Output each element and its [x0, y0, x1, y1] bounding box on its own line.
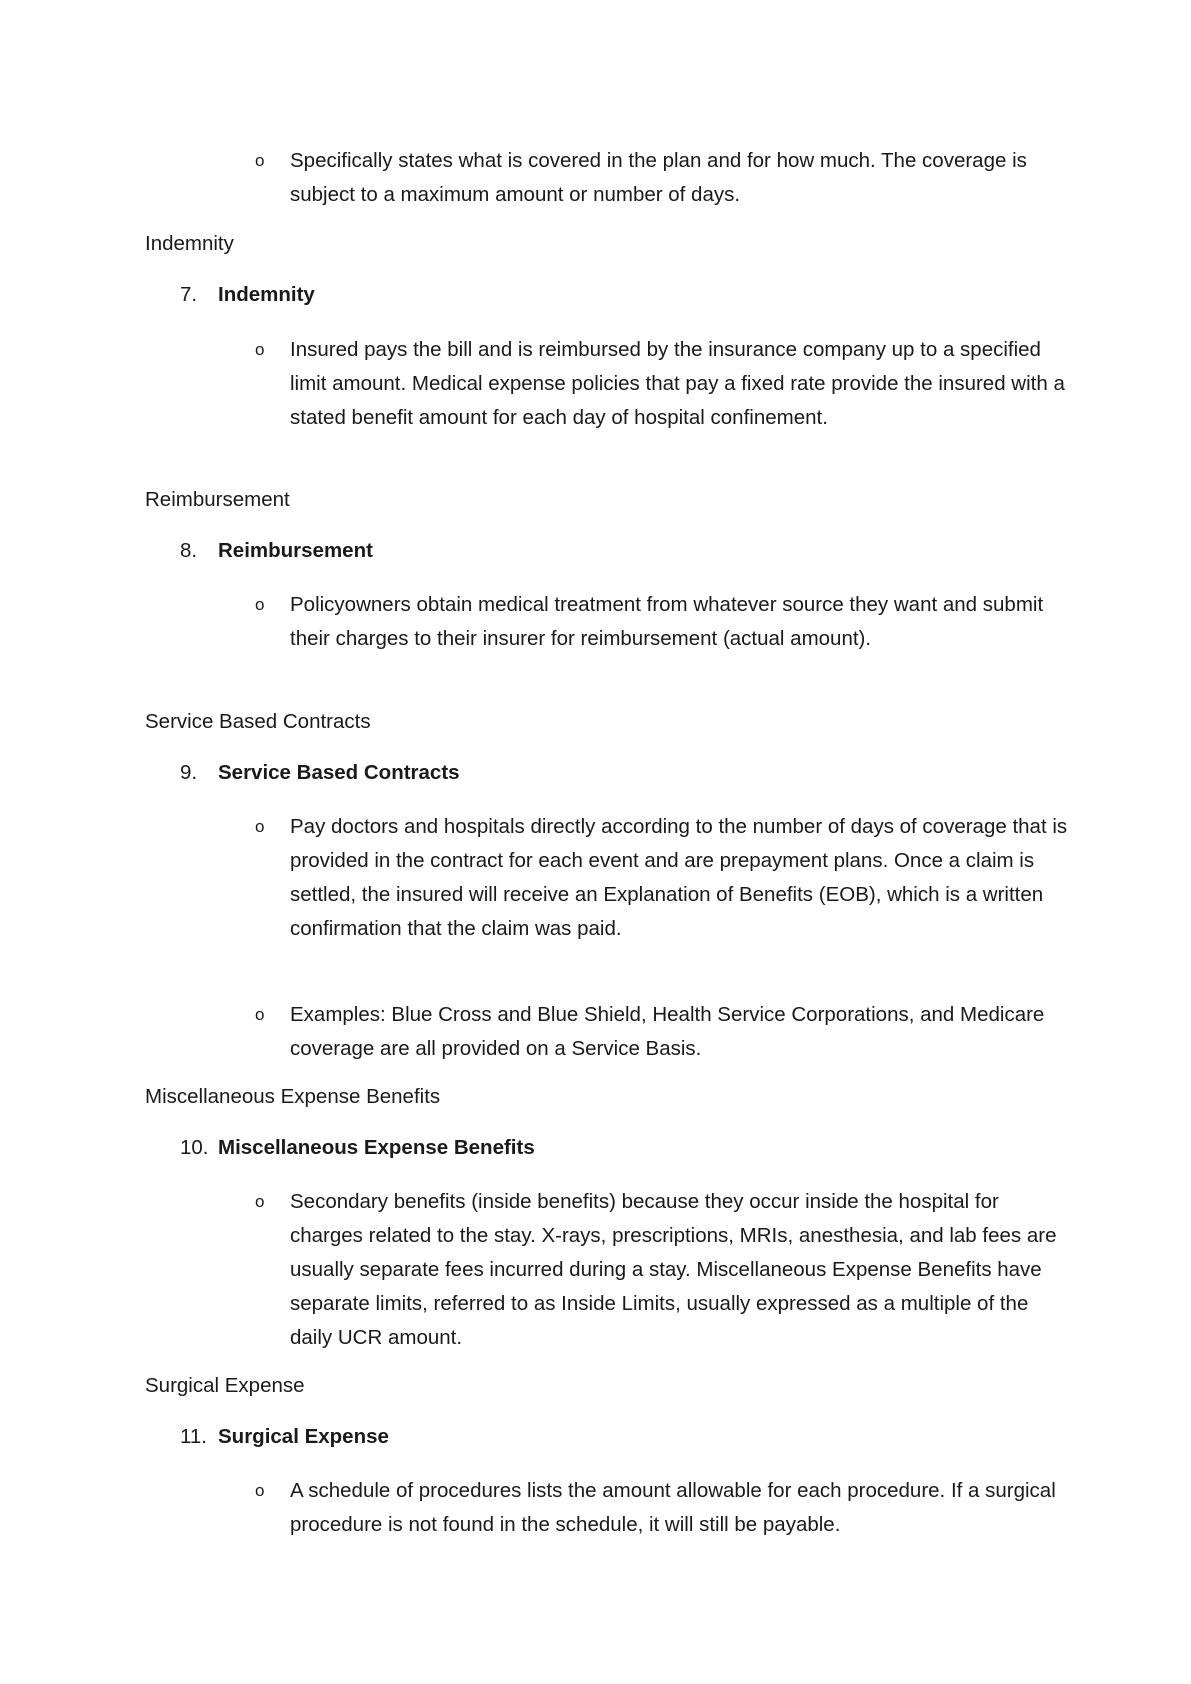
section-heading: Indemnity: [145, 232, 234, 255]
item-number: 8.: [180, 539, 198, 562]
bullet-text: Pay doctors and hospitals directly according to the number of days of coverage that is provided in the contract for each event and are prepayment plans. Once a claim is settled, the insured will receive an Explanation of Benefits (EOB), which is a written confirmation that the claim was paid.: [290, 815, 1068, 940]
bullet-marker: o: [255, 817, 265, 836]
item-number: 9.: [180, 761, 198, 784]
item-number: 10.: [180, 1136, 209, 1159]
bullet-item: [255, 810, 1068, 980]
section-heading: Miscellaneous Expense Benefits: [145, 1085, 441, 1108]
bullet-item: [255, 998, 1055, 1066]
item-number: 11.: [180, 1425, 207, 1448]
bullet-text: Policyowners obtain medical treatment from whatever source they want and submit their charges to their insurer for reimbursement (actual amount).: [290, 593, 1044, 650]
bullet-item: [255, 588, 1055, 690]
bullet-marker: o: [255, 1192, 265, 1211]
bullet-item: [255, 1474, 1055, 1542]
section-heading: Surgical Expense: [145, 1374, 305, 1397]
item-number: 7.: [180, 283, 198, 306]
numbered-item: [180, 756, 460, 790]
bullet-item: [255, 333, 1065, 469]
item-title: Miscellaneous Expense Benefits: [218, 1136, 535, 1159]
bullet-text: Secondary benefits (inside benefits) because they occur inside the hospital for charges related to the stay. X-rays, prescriptions, MRIs, anesthesia, and lab fees are usually separate fees incurred during a stay. Miscellaneous Expense Benefits have separate limits, referred to as Inside Limits, usually expressed as a multiple of the daily UCR amount.: [290, 1190, 1057, 1349]
item-title: Indemnity: [218, 283, 315, 306]
numbered-item: [180, 1420, 389, 1454]
numbered-item: [180, 534, 373, 568]
bullet-marker: o: [255, 595, 265, 614]
item-title: Surgical Expense: [218, 1425, 389, 1448]
item-title: Service Based Contracts: [218, 761, 460, 784]
section-heading: Reimbursement: [145, 488, 290, 511]
bullet-marker: o: [255, 1005, 265, 1024]
bullet-text: Specifically states what is covered in the plan and for how much. The coverage is subject to a maximum amount or number of days.: [290, 149, 1027, 206]
bullet-text: Examples: Blue Cross and Blue Shield, Health Service Corporations, and Medicare coverage are all provided on a Service Basis.: [290, 1003, 1045, 1060]
bullet-item: [255, 144, 1055, 212]
item-title: Reimbursement: [218, 539, 373, 562]
bullet-marker: o: [255, 151, 265, 170]
numbered-item: [180, 278, 315, 312]
bullet-text: A schedule of procedures lists the amount allowable for each procedure. If a surgical procedure is not found in the schedule, it will still be payable.: [290, 1479, 1056, 1536]
bullet-text: Insured pays the bill and is reimbursed by the insurance company up to a specified limit amount. Medical expense policies that pay a fixed rate provide the insured with a stated benefit amount for each day of hospital confinement.: [290, 338, 1065, 429]
bullet-marker: o: [255, 340, 265, 359]
bullet-item: [255, 1185, 1055, 1355]
numbered-item: [180, 1131, 535, 1165]
section-heading: Service Based Contracts: [145, 710, 371, 733]
bullet-marker: o: [255, 1481, 265, 1500]
